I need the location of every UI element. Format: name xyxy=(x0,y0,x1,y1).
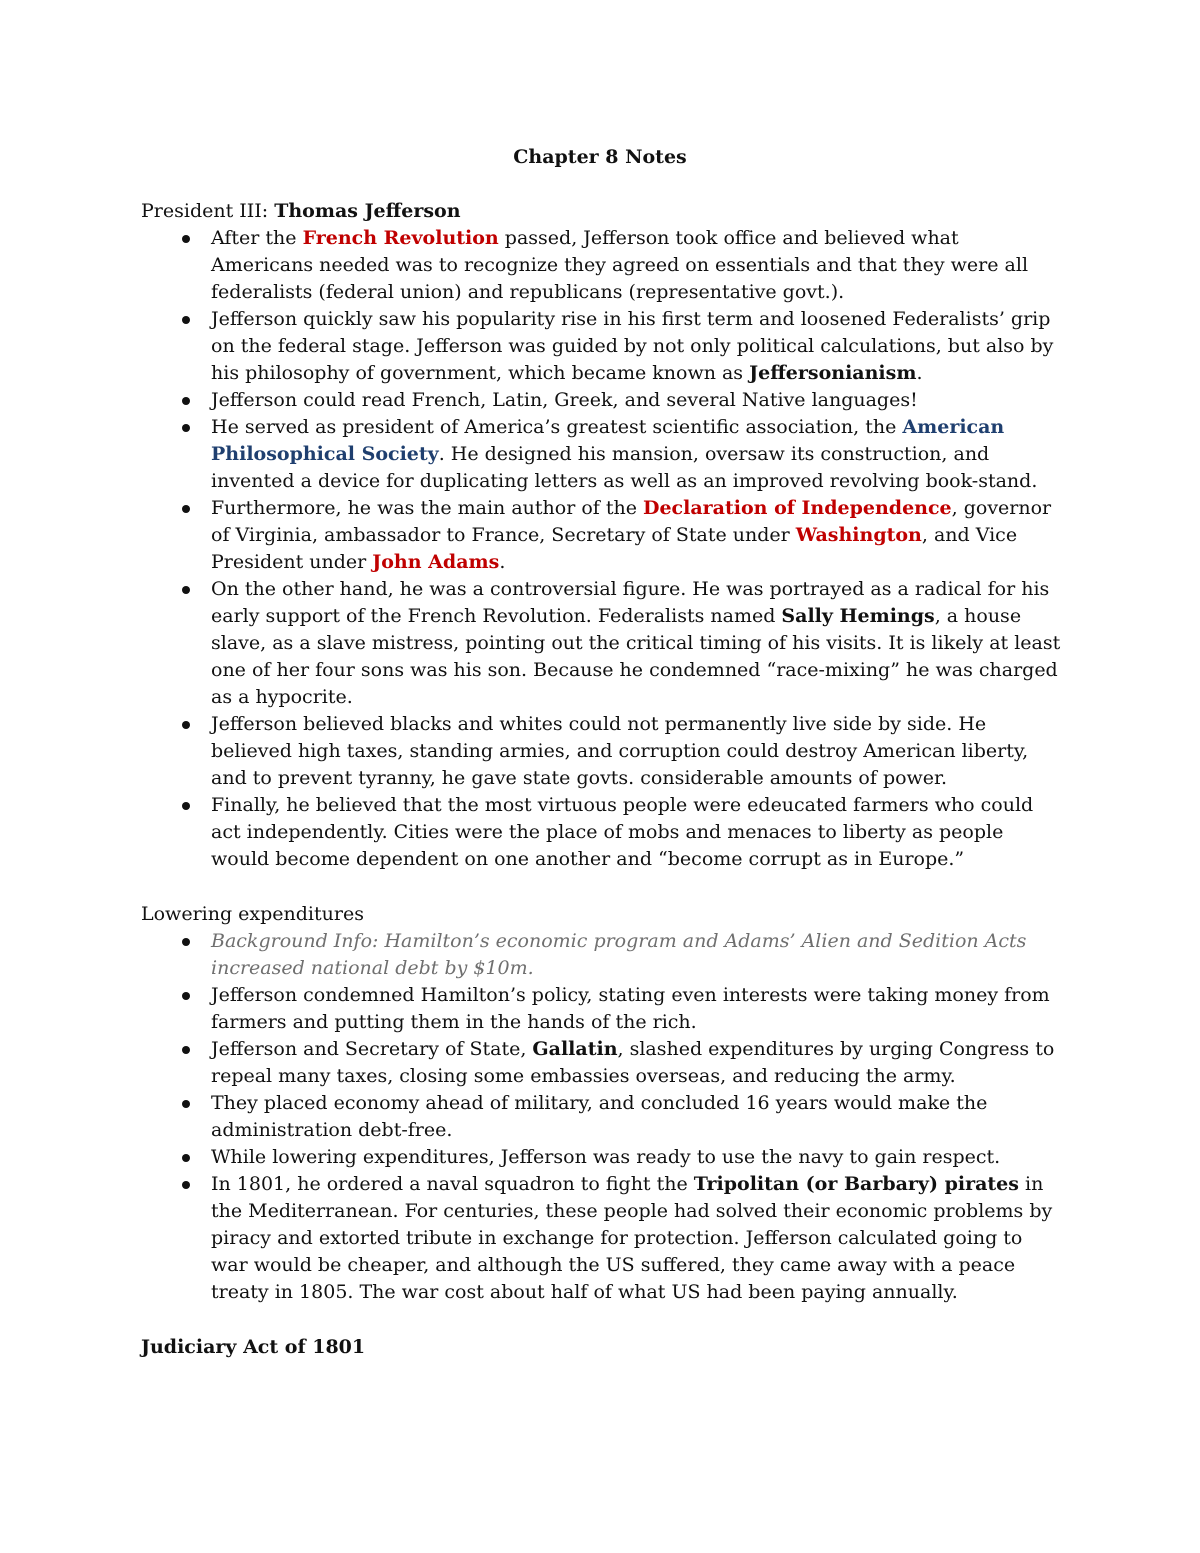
text-run: . xyxy=(499,551,506,573)
list-item xyxy=(141,1036,1061,1090)
text-run: in the Mediterranean. For centuries, these people had solved their economic problems by piracy and extorted tribute in exchange for protection. Jefferson calculated going to war would be cheaper, and although the US suffered, they came away with a peace treaty in 1805. The war cost about half of what US had been paying annually. xyxy=(211,1173,1053,1303)
text-run: Jefferson condemned Hamilton’s policy, stating even interests were taking money from farmers and putting them in the hands of the rich. xyxy=(211,984,1050,1033)
text-run: Jefferson could read French, Latin, Greek, and several Native languages! xyxy=(211,389,918,411)
highlighted-term: John Adams xyxy=(372,551,500,573)
highlighted-term: Gallatin xyxy=(532,1038,618,1060)
text-run: , governor of Virginia, ambassador to France, Secretary of State under xyxy=(211,497,1052,546)
section-heading xyxy=(141,901,1061,928)
text-run: . He designed his mansion, oversaw its construction, and invented a device for duplicating letters as well as an improved revolving book-stand. xyxy=(211,443,1038,492)
text-run: In 1801, he ordered a naval squadron to fight the xyxy=(211,1173,694,1195)
list-item xyxy=(141,1144,1061,1171)
text-run: While lowering expenditures, Jefferson was ready to use the navy to gain respect. xyxy=(211,1146,1001,1168)
text-run: After the xyxy=(211,227,303,249)
text-run: passed, Jefferson took office and believed what Americans needed was to recognize they agreed on essentials and that they were all federalists (federal union) and republicans (representative govt.). xyxy=(211,227,1029,303)
text-run: , a house slave, as a slave mistress, pointing out the critical timing of his visits. It is likely at least one of her four sons was his son. Because he condemned “race-mixing” he was charged as a hypocrite. xyxy=(211,605,1061,708)
text-run: Jefferson and Secretary of State, xyxy=(211,1038,533,1060)
highlighted-term: French Revolution xyxy=(302,227,499,249)
list-item xyxy=(141,387,1061,414)
list-item xyxy=(141,225,1061,306)
highlighted-term: Declaration of Independence xyxy=(642,497,952,519)
heading-prefix: President III: xyxy=(141,200,275,222)
heading-prefix: Lowering expenditures xyxy=(141,903,364,925)
highlighted-term: Tripolitan (or Barbary) pirates xyxy=(693,1173,1019,1195)
highlighted-term: Jeffersonianism xyxy=(749,362,917,384)
text-run: They placed economy ahead of military, and concluded 16 years would make the administration debt-free. xyxy=(211,1092,988,1141)
section-lowering-expenditures xyxy=(141,901,1061,1306)
list-item xyxy=(141,306,1061,387)
list-item xyxy=(141,414,1061,495)
text-run: , and Vice President under xyxy=(211,524,1018,573)
list-item xyxy=(141,792,1061,873)
highlighted-term: Background Info: Hamilton’s economic program and Adams’ Alien and Sedition Acts increased national debt by $10m. xyxy=(211,930,1027,979)
list-item xyxy=(141,495,1061,576)
text-run: Jefferson quickly saw his popularity rise in his first term and loosened Federalists’ grip on the federal stage. Jefferson was guided by not only political calculations, but also by his philosophy of government, which became known as xyxy=(211,308,1054,384)
section-thomas-jefferson xyxy=(141,198,1061,873)
section-heading xyxy=(141,1334,1061,1361)
list-item xyxy=(141,711,1061,792)
text-run: Jefferson believed blacks and whites could not permanently live side by side. He believed high taxes, standing armies, and corruption could destroy American liberty, and to prevent tyranny, he gave state govts. considerable amounts of power. xyxy=(211,713,1029,789)
text-run: . xyxy=(916,362,923,384)
document-title: Chapter 8 Notes xyxy=(513,146,687,168)
heading-bold-text: Judiciary Act of 1801 xyxy=(141,1336,366,1358)
section-heading xyxy=(141,198,1061,225)
list-item xyxy=(141,928,1061,982)
highlighted-term: Washington xyxy=(795,524,922,546)
text-run: He served as president of America’s greatest scientific association, the xyxy=(211,416,903,438)
heading-bold-text: Thomas Jefferson xyxy=(274,200,461,222)
list-item xyxy=(141,982,1061,1036)
bullet-list xyxy=(141,225,1061,873)
text-run: Finally, he believed that the most virtuous people were edeucated farmers who could act independently. Cities were the place of mobs and menaces to liberty as people would become dependent on one another and “become corrupt as in Europe.” xyxy=(211,794,1034,870)
text-run: On the other hand, he was a controversial figure. He was portrayed as a radical for his early support of the French Revolution. Federalists named xyxy=(211,578,1050,627)
text-run: Furthermore, he was the main author of the xyxy=(211,497,643,519)
list-item xyxy=(141,1090,1061,1144)
highlighted-term: Sally Hemings xyxy=(781,605,935,627)
text-run: , slashed expenditures by urging Congress to repeal many taxes, closing some embassies overseas, and reducing the army. xyxy=(211,1038,1055,1087)
highlighted-term: American Philosophical Society xyxy=(211,416,1005,465)
list-item xyxy=(141,576,1061,711)
bullet-list xyxy=(141,928,1061,1306)
section-judiciary-act xyxy=(141,1334,1061,1361)
list-item xyxy=(141,1171,1061,1306)
